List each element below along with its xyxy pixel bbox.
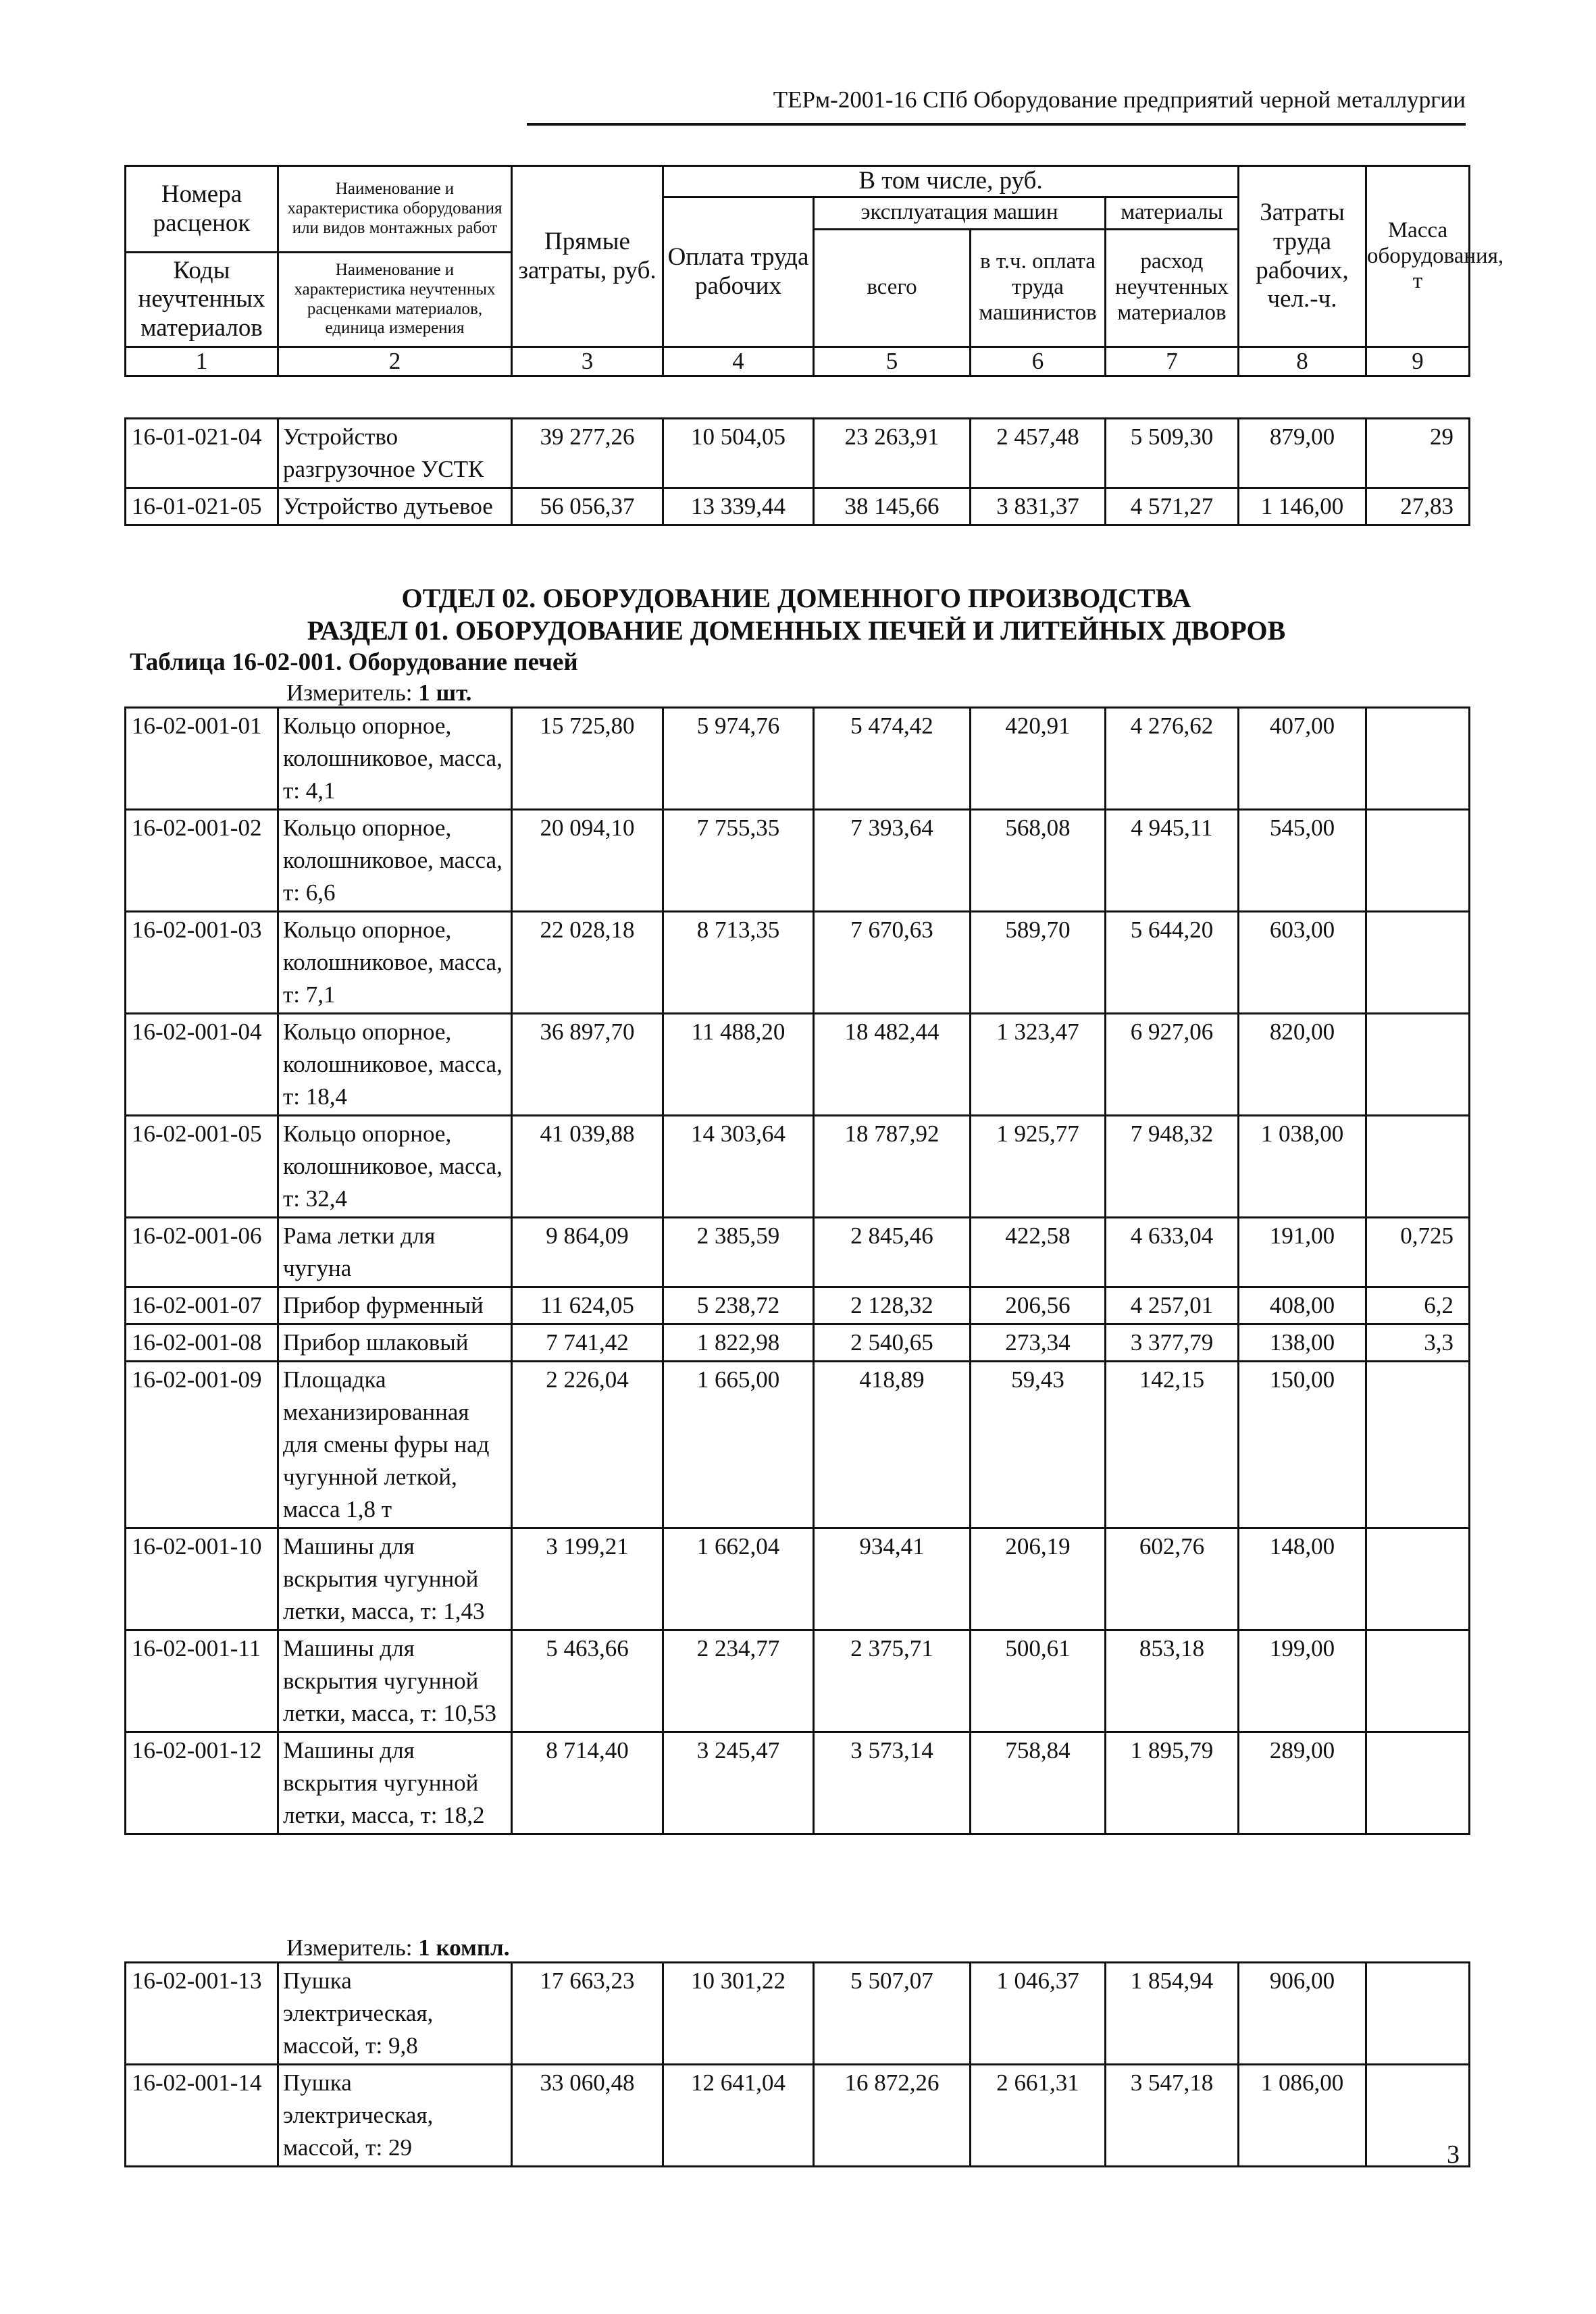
labor-cost: 3 245,47 — [663, 1732, 814, 1834]
materials-cost: 142,15 — [1106, 1362, 1239, 1528]
machinist-labor-cost: 273,34 — [971, 1325, 1106, 1362]
labor-hours: 603,00 — [1239, 912, 1366, 1014]
labor-hours: 191,00 — [1239, 1218, 1366, 1287]
table-row — [126, 1014, 1470, 1116]
table-row — [126, 488, 1470, 525]
direct-cost: 7 741,42 — [512, 1325, 663, 1362]
labor-cost: 13 339,44 — [663, 488, 814, 525]
rate-code: 16-01-021-04 — [126, 419, 278, 488]
rate-code: 16-02-001-14 — [126, 2065, 278, 2167]
machinist-labor-cost: 1 046,37 — [971, 1963, 1106, 2065]
equipment-mass — [1366, 1732, 1470, 1834]
col-codes-header: Номера расценок — [126, 166, 278, 253]
rates-table-section-3 — [124, 1961, 1470, 2167]
machinist-labor-cost: 589,70 — [971, 912, 1106, 1014]
table-row — [126, 419, 1470, 488]
rate-name: Кольцо опорное, колошниковое, масса, т: 4,1 — [278, 708, 512, 810]
direct-cost: 22 028,18 — [512, 912, 663, 1014]
direct-cost: 5 463,66 — [512, 1630, 663, 1732]
machine-cost: 2 540,65 — [814, 1325, 971, 1362]
table-row — [126, 1362, 1470, 1528]
machinist-labor-cost: 500,61 — [971, 1630, 1106, 1732]
rate-name: Кольцо опорное, колошниковое, масса, т: 18,4 — [278, 1014, 512, 1116]
direct-cost: 36 897,70 — [512, 1014, 663, 1116]
machine-cost: 5 474,42 — [814, 708, 971, 810]
rate-name: Машины для вскрытия чугунной летки, масса, т: 1,43 — [278, 1528, 512, 1630]
table-row — [126, 1732, 1470, 1834]
labor-hours: 879,00 — [1239, 419, 1366, 488]
rate-name: Кольцо опорное, колошниковое, масса, т: 7,1 — [278, 912, 512, 1014]
direct-cost: 33 060,48 — [512, 2065, 663, 2167]
labor-cost: 1 662,04 — [663, 1528, 814, 1630]
rate-name: Кольцо опорное, колошниковое, масса, т: 32,4 — [278, 1116, 512, 1218]
labor-hours: 199,00 — [1239, 1630, 1366, 1732]
col-machines-group-header: эксплуатация машин — [814, 197, 1106, 230]
labor-cost: 7 755,35 — [663, 810, 814, 912]
table-row — [126, 810, 1470, 912]
machine-cost: 38 145,66 — [814, 488, 971, 525]
rate-code: 16-02-001-08 — [126, 1325, 278, 1362]
rate-name: Устройство дутьевое — [278, 488, 512, 525]
rate-code: 16-02-001-13 — [126, 1963, 278, 2065]
rate-code: 16-02-001-01 — [126, 708, 278, 810]
machinist-labor-cost: 1 925,77 — [971, 1116, 1106, 1218]
labor-hours: 1 038,00 — [1239, 1116, 1366, 1218]
rate-name: Пушка электрическая, массой, т: 9,8 — [278, 1963, 512, 2065]
labor-cost: 2 234,77 — [663, 1630, 814, 1732]
rates-table-section-1 — [124, 417, 1470, 526]
direct-cost: 3 199,21 — [512, 1528, 663, 1630]
unit-line-1 — [124, 678, 1468, 708]
table-row — [126, 1963, 1470, 2065]
unit-label: Измеритель: — [286, 679, 413, 706]
labor-cost: 12 641,04 — [663, 2065, 814, 2167]
col-materials-header: расход неучтенных материалов — [1106, 229, 1239, 347]
labor-cost: 10 301,22 — [663, 1963, 814, 2065]
table-row — [126, 1528, 1470, 1630]
rate-name: Площадка механизированная для смены фуры над чугунной леткой, масса 1,8 т — [278, 1362, 512, 1528]
unit-value: 1 компл. — [418, 1934, 510, 1961]
direct-cost: 11 624,05 — [512, 1287, 663, 1325]
labor-cost: 1 665,00 — [663, 1362, 814, 1528]
col-hours-header: Затраты труда рабочих, чел.-ч. — [1239, 166, 1366, 347]
materials-cost: 4 276,62 — [1106, 708, 1239, 810]
equipment-mass — [1366, 1963, 1470, 2065]
equipment-mass — [1366, 912, 1470, 1014]
rate-name: Машины для вскрытия чугунной летки, масса, т: 18,2 — [278, 1732, 512, 1834]
labor-hours: 545,00 — [1239, 810, 1366, 912]
equipment-mass — [1366, 1528, 1470, 1630]
labor-hours: 138,00 — [1239, 1325, 1366, 1362]
unit-value: 1 шт. — [418, 679, 472, 706]
labor-hours: 148,00 — [1239, 1528, 1366, 1630]
table-row — [126, 1630, 1470, 1732]
col-number: 6 — [971, 347, 1106, 376]
materials-cost: 3 547,18 — [1106, 2065, 1239, 2167]
table-row — [126, 912, 1470, 1014]
labor-cost: 5 238,72 — [663, 1287, 814, 1325]
materials-cost: 1 854,94 — [1106, 1963, 1239, 2065]
machine-cost: 5 507,07 — [814, 1963, 971, 2065]
machine-cost: 2 845,46 — [814, 1218, 971, 1287]
machinist-labor-cost: 206,56 — [971, 1287, 1106, 1325]
machine-cost: 2 375,71 — [814, 1630, 971, 1732]
machinist-labor-cost: 422,58 — [971, 1218, 1106, 1287]
col-number: 3 — [512, 347, 663, 376]
labor-hours: 906,00 — [1239, 1963, 1366, 2065]
machinist-labor-cost: 2 661,31 — [971, 2065, 1106, 2167]
materials-cost: 853,18 — [1106, 1630, 1239, 1732]
materials-cost: 7 948,32 — [1106, 1116, 1239, 1218]
rate-code: 16-02-001-09 — [126, 1362, 278, 1528]
labor-hours: 1 146,00 — [1239, 488, 1366, 525]
labor-hours: 408,00 — [1239, 1287, 1366, 1325]
rate-name: Кольцо опорное, колошниковое, масса, т: 6,6 — [278, 810, 512, 912]
col-name-header: Наименование и характеристика оборудования или видов монтажных работ — [278, 166, 512, 253]
col-machines-total-header: всего — [814, 229, 971, 347]
col-number: 8 — [1239, 347, 1366, 376]
rate-name: Рама летки для чугуна — [278, 1218, 512, 1287]
materials-cost: 4 633,04 — [1106, 1218, 1239, 1287]
razdel-title: РАЗДЕЛ 01. ОБОРУДОВАНИЕ ДОМЕННЫХ ПЕЧЕЙ И ЛИТЕЙНЫХ ДВОРОВ — [307, 615, 1286, 646]
col-number: 9 — [1366, 347, 1470, 376]
labor-cost: 1 822,98 — [663, 1325, 814, 1362]
col-group-header: В том числе, руб. — [663, 166, 1239, 197]
col-machinist-labor-header: в т.ч. оплата труда машинистов — [971, 229, 1106, 347]
direct-cost: 20 094,10 — [512, 810, 663, 912]
rate-code: 16-02-001-11 — [126, 1630, 278, 1732]
labor-hours: 150,00 — [1239, 1362, 1366, 1528]
machine-cost: 934,41 — [814, 1528, 971, 1630]
machine-cost: 23 263,91 — [814, 419, 971, 488]
labor-hours: 820,00 — [1239, 1014, 1366, 1116]
equipment-mass — [1366, 1362, 1470, 1528]
col-material-codes-header: Коды неучтенных материалов — [126, 253, 278, 347]
machine-cost: 7 670,63 — [814, 912, 971, 1014]
equipment-mass — [1366, 1014, 1470, 1116]
machine-cost: 2 128,32 — [814, 1287, 971, 1325]
rates-table-section-2 — [124, 706, 1470, 1835]
direct-cost: 17 663,23 — [512, 1963, 663, 2065]
section-headings — [124, 582, 1468, 708]
equipment-mass: 3,3 — [1366, 1325, 1470, 1362]
machinist-labor-cost: 59,43 — [971, 1362, 1106, 1528]
machinist-labor-cost: 568,08 — [971, 810, 1106, 912]
materials-cost: 1 895,79 — [1106, 1732, 1239, 1834]
table-row — [126, 1218, 1470, 1287]
rate-code: 16-02-001-04 — [126, 1014, 278, 1116]
table-row — [126, 708, 1470, 810]
direct-cost: 56 056,37 — [512, 488, 663, 525]
table-row — [126, 1116, 1470, 1218]
page-number: 3 — [1447, 2140, 1460, 2169]
machinist-labor-cost: 758,84 — [971, 1732, 1106, 1834]
materials-cost: 3 377,79 — [1106, 1325, 1239, 1362]
materials-cost: 4 257,01 — [1106, 1287, 1239, 1325]
col-number: 7 — [1106, 347, 1239, 376]
direct-cost: 41 039,88 — [512, 1116, 663, 1218]
equipment-mass — [1366, 810, 1470, 912]
equipment-mass: 6,2 — [1366, 1287, 1470, 1325]
materials-cost: 602,76 — [1106, 1528, 1239, 1630]
equipment-mass — [1366, 708, 1470, 810]
col-materials-group-header: материалы — [1106, 197, 1239, 230]
unit-label: Измеритель: — [286, 1934, 413, 1961]
labor-cost: 11 488,20 — [663, 1014, 814, 1116]
machinist-labor-cost: 2 457,48 — [971, 419, 1106, 488]
equipment-mass — [1366, 1116, 1470, 1218]
rate-code: 16-02-001-10 — [126, 1528, 278, 1630]
unit-line-2 — [286, 1933, 509, 1963]
labor-hours: 289,00 — [1239, 1732, 1366, 1834]
rate-name: Пушка электрическая, массой, т: 29 — [278, 2065, 512, 2167]
machine-cost: 7 393,64 — [814, 810, 971, 912]
rate-name: Машины для вскрытия чугунной летки, масса, т: 10,53 — [278, 1630, 512, 1732]
labor-cost: 2 385,59 — [663, 1218, 814, 1287]
direct-cost: 9 864,09 — [512, 1218, 663, 1287]
materials-cost: 4 945,11 — [1106, 810, 1239, 912]
equipment-mass — [1366, 1630, 1470, 1732]
direct-cost: 2 226,04 — [512, 1362, 663, 1528]
equipment-mass: 27,83 — [1366, 488, 1470, 525]
rate-code: 16-02-001-06 — [126, 1218, 278, 1287]
materials-cost: 5 644,20 — [1106, 912, 1239, 1014]
direct-cost: 39 277,26 — [512, 419, 663, 488]
column-header-table — [124, 165, 1504, 377]
machinist-labor-cost: 420,91 — [971, 708, 1106, 810]
machinist-labor-cost: 206,19 — [971, 1528, 1106, 1630]
rate-code: 16-02-001-05 — [126, 1116, 278, 1218]
labor-cost: 5 974,76 — [663, 708, 814, 810]
rate-name: Прибор фурменный — [278, 1287, 512, 1325]
labor-cost: 10 504,05 — [663, 419, 814, 488]
col-number: 4 — [663, 347, 814, 376]
table-row — [126, 2065, 1470, 2167]
col-number: 1 — [126, 347, 278, 376]
table-row — [126, 1287, 1470, 1325]
machinist-labor-cost: 3 831,37 — [971, 488, 1106, 525]
machine-cost: 3 573,14 — [814, 1732, 971, 1834]
machine-cost: 18 482,44 — [814, 1014, 971, 1116]
labor-cost: 14 303,64 — [663, 1116, 814, 1218]
materials-cost: 5 509,30 — [1106, 419, 1239, 488]
col-number: 5 — [814, 347, 971, 376]
running-header: ТЕРм-2001-16 СПб Оборудование предприятий черной металлургии — [527, 86, 1466, 126]
table-title: Таблица 16-02-001. Оборудование печей — [130, 648, 578, 676]
machine-cost: 418,89 — [814, 1362, 971, 1528]
col-material-name-header: Наименование и характеристика неучтенных расценками материалов, единица измерения — [278, 253, 512, 347]
table-row — [126, 1325, 1470, 1362]
col-labor-header: Оплата труда рабочих — [663, 197, 814, 347]
rate-code: 16-01-021-05 — [126, 488, 278, 525]
materials-cost: 6 927,06 — [1106, 1014, 1239, 1116]
labor-hours: 407,00 — [1239, 708, 1366, 810]
rate-name: Прибор шлаковый — [278, 1325, 512, 1362]
rate-code: 16-02-001-12 — [126, 1732, 278, 1834]
machine-cost: 16 872,26 — [814, 2065, 971, 2167]
machinist-labor-cost: 1 323,47 — [971, 1014, 1106, 1116]
rate-code: 16-02-001-03 — [126, 912, 278, 1014]
col-mass-header: Масса оборудования, т — [1366, 166, 1470, 347]
rate-code: 16-02-001-07 — [126, 1287, 278, 1325]
department-title: ОТДЕЛ 02. ОБОРУДОВАНИЕ ДОМЕННОГО ПРОИЗВОДСТВА — [401, 583, 1191, 613]
rate-code: 16-02-001-02 — [126, 810, 278, 912]
col-number: 2 — [278, 347, 512, 376]
equipment-mass: 0,725 — [1366, 1218, 1470, 1287]
col-direct-header: Прямые затраты, руб. — [512, 166, 663, 347]
labor-hours: 1 086,00 — [1239, 2065, 1366, 2167]
rate-name: Устройство разгрузочное УСТК — [278, 419, 512, 488]
equipment-mass: 29 — [1366, 419, 1470, 488]
labor-cost: 8 713,35 — [663, 912, 814, 1014]
materials-cost: 4 571,27 — [1106, 488, 1239, 525]
machine-cost: 18 787,92 — [814, 1116, 971, 1218]
direct-cost: 8 714,40 — [512, 1732, 663, 1834]
direct-cost: 15 725,80 — [512, 708, 663, 810]
